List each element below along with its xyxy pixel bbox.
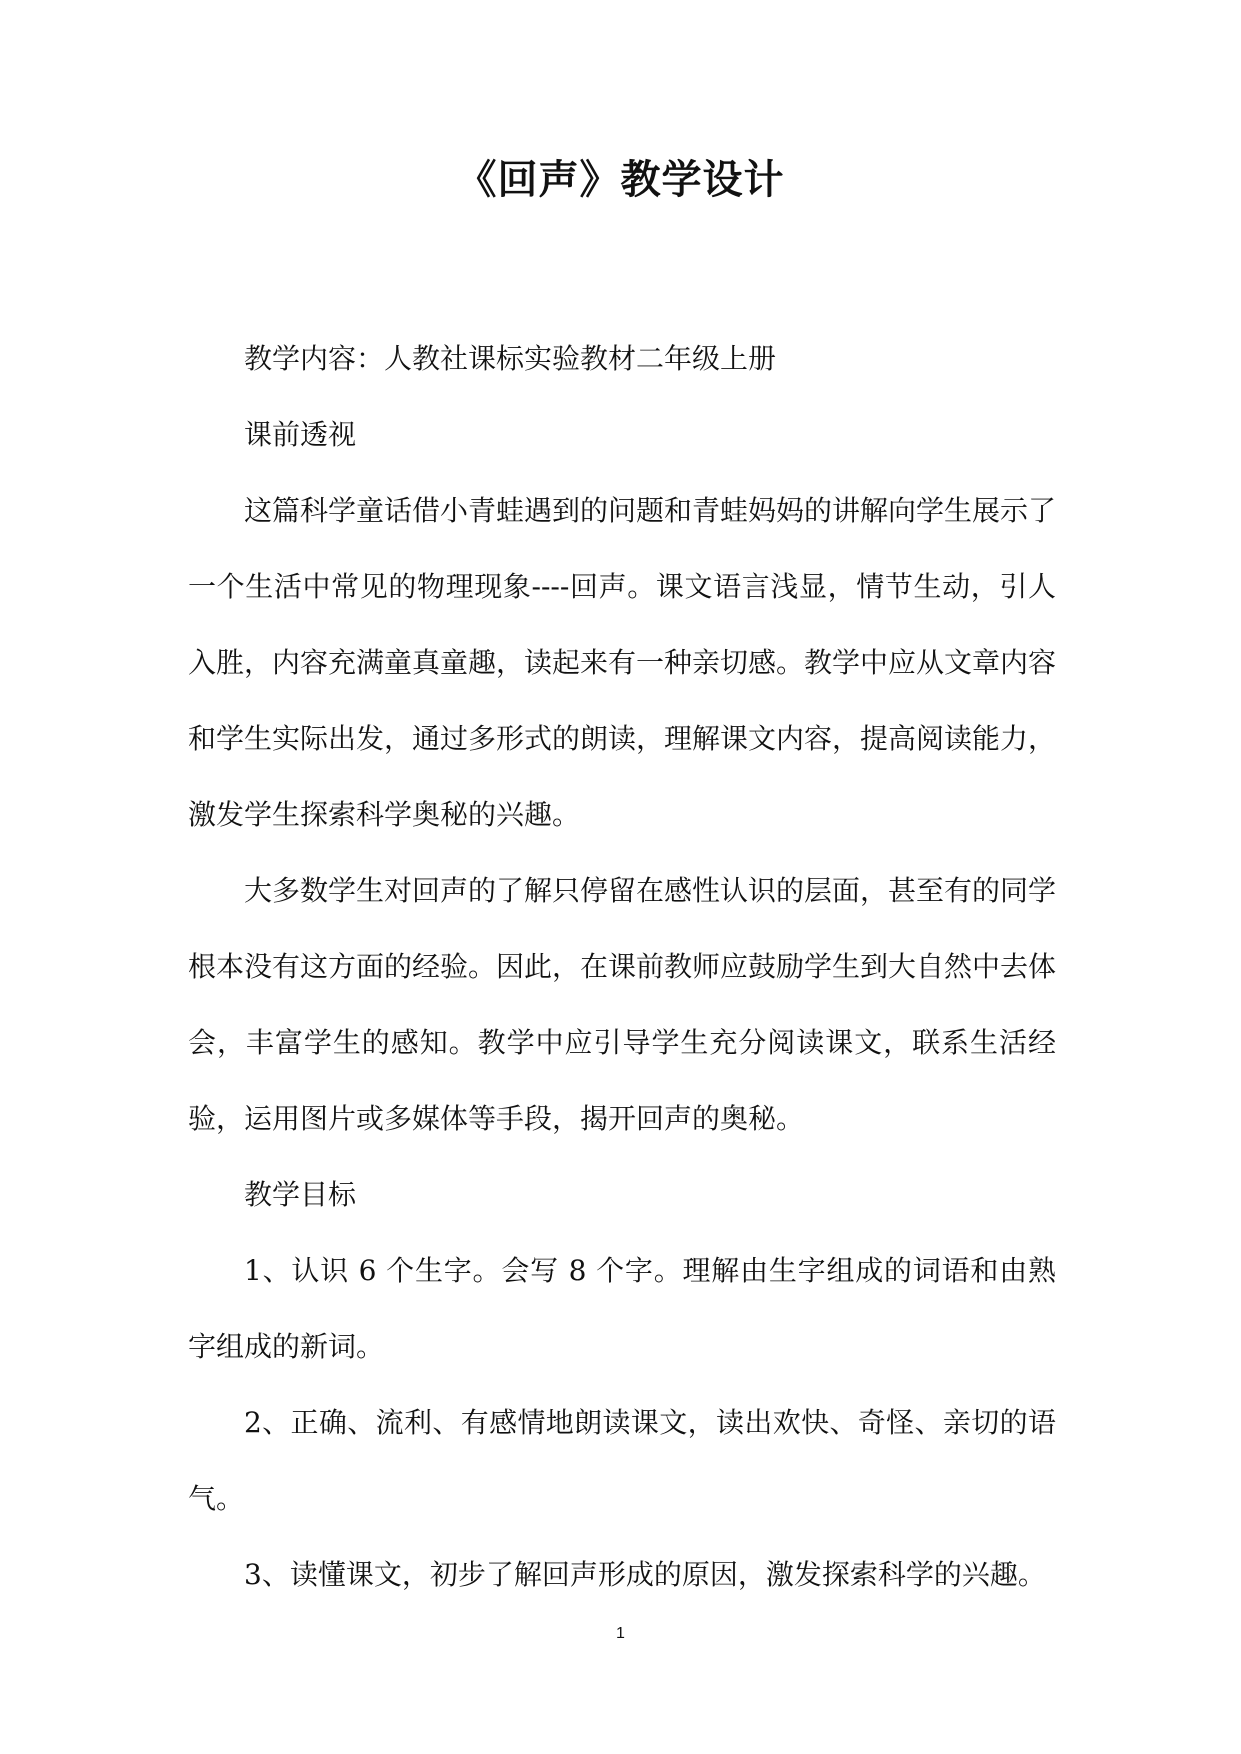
page-number: 1 — [616, 1625, 625, 1642]
heading-teaching-goals: 教学目标 — [244, 1178, 357, 1211]
document-body — [188, 321, 1056, 1613]
goal-item-2: 2、正确、流利、有感情地朗读课文，读出欢快、奇怪、亲切的语气。 — [188, 1406, 1056, 1515]
document-title: 《回声》教学设计 — [456, 157, 785, 203]
paragraph-preview-1: 这篇科学童话借小青蛙遇到的问题和青蛙妈妈的讲解向学生展示了一个生活中常见的物理现象----回声。课文语言浅显，情节生动，引人入胜，内容充满童真童趣，读起来有一种亲切感。教学中应从文章内容和学生实际出发，通过多形式的朗读，理解课文内容，提高阅读能力，激发学生探索科学奥秘的兴趣。 — [188, 494, 1057, 831]
goal-item-1: 1、认识 6 个生字。会写 8 个字。理解由生字组成的词语和由熟字组成的新词。 — [188, 1254, 1056, 1363]
paragraph-teaching-content: 教学内容：人教社课标实验教材二年级上册 — [244, 342, 777, 375]
paragraph-preview-2: 大多数学生对回声的了解只停留在感性认识的层面，甚至有的同学根本没有这方面的经验。因此，在课前教师应鼓励学生到大自然中去体会，丰富学生的感知。教学中应引导学生充分阅读课文，联系生活经验，运用图片或多媒体等手段，揭开回声的奥秘。 — [188, 874, 1057, 1135]
heading-preview: 课前透视 — [244, 418, 357, 451]
goal-item-3: 3、读懂课文，初步了解回声形成的原因，激发探索科学的兴趣。 — [244, 1558, 1046, 1591]
